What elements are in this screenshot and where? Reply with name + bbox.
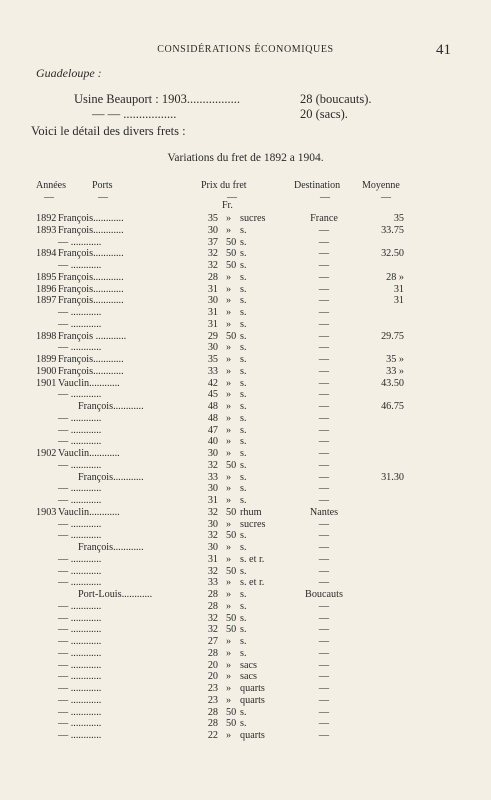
cell-price-fraction: »	[226, 318, 232, 330]
cell-year: 1898	[36, 330, 57, 342]
cell-destination: —	[318, 354, 330, 365]
header-fr: Fr.	[222, 200, 233, 211]
cell-price-fraction: »	[226, 448, 232, 459]
cell-year: 1893	[36, 224, 57, 236]
cell-port: François............	[58, 271, 124, 283]
cell-port: Vauclin............	[58, 377, 120, 389]
cell-price: 45	[207, 389, 218, 401]
cell-price: 32	[207, 612, 218, 624]
cell-unit: s. et r.	[240, 553, 265, 565]
cell-moyenne: 46.75	[381, 401, 404, 412]
header-ports: Ports	[92, 180, 113, 191]
cell-price-fraction: »	[226, 647, 232, 659]
cell-destination: —	[318, 483, 330, 495]
cell-unit: s.	[240, 565, 247, 577]
intro-paragraph: Voici le détail des divers frets :	[31, 124, 186, 138]
cell-price: 30	[207, 518, 218, 530]
cell-port: François ............	[58, 330, 127, 342]
cell-price: 33	[207, 471, 218, 483]
cell-price: 28	[207, 718, 218, 730]
usine-line-left: Usine Beauport : 1903.................	[74, 92, 240, 106]
cell-unit: rhum	[240, 506, 262, 518]
cell-port: François............	[78, 401, 144, 412]
cell-price: 32	[207, 248, 218, 260]
header-prix: Prix du fret	[201, 180, 247, 191]
cell-destination: —	[318, 307, 330, 318]
cell-destination: —	[318, 647, 330, 659]
running-header: CONSIDÉRATIONS ÉCONOMIQUES	[157, 44, 334, 55]
cell-destination: —	[318, 600, 330, 612]
cell-unit: sucres	[240, 518, 266, 530]
cell-unit: quarts	[240, 683, 265, 694]
cell-destination: —	[318, 683, 330, 694]
cell-destination: —	[318, 448, 330, 459]
cell-price: 30	[207, 224, 218, 236]
cell-price-fraction: »	[226, 295, 232, 307]
cell-unit: s.	[240, 589, 247, 600]
cell-destination: —	[318, 530, 330, 542]
cell-price-fraction: 50	[226, 459, 237, 471]
cell-port: Vauclin............	[58, 506, 120, 518]
cell-price: 27	[207, 636, 218, 647]
cell-price: 32	[207, 459, 218, 471]
cell-year: 1899	[36, 354, 57, 365]
cell-port: — ............	[58, 424, 102, 436]
cell-price-fraction: »	[226, 471, 232, 483]
cell-destination: —	[318, 553, 330, 565]
cell-port: François............	[58, 248, 124, 260]
cell-price: 32	[207, 530, 218, 542]
cell-price-fraction: »	[226, 436, 232, 448]
cell-unit: s.	[240, 401, 247, 412]
cell-destination: —	[318, 459, 330, 471]
cell-port: — ............	[58, 671, 102, 683]
cell-destination: —	[318, 424, 330, 436]
cell-price: 30	[207, 295, 218, 307]
cell-price: 32	[207, 260, 218, 271]
cell-year: 1896	[36, 283, 57, 295]
header-dash: —	[381, 192, 391, 203]
cell-year: 1900	[36, 365, 57, 377]
cell-moyenne: 29.75	[381, 330, 404, 342]
cell-destination: —	[318, 365, 330, 377]
cell-price: 37	[207, 236, 218, 248]
cell-destination: —	[318, 718, 330, 730]
cell-unit: s.	[240, 377, 247, 389]
cell-unit: s.	[240, 236, 247, 248]
cell-destination: —	[318, 377, 330, 389]
cell-unit: s.	[240, 483, 247, 495]
cell-port: — ............	[58, 565, 102, 577]
cell-port: François............	[58, 213, 124, 224]
cell-destination: —	[318, 565, 330, 577]
section-label: Guadeloupe :	[36, 66, 102, 80]
cell-price-fraction: »	[226, 600, 232, 612]
cell-price-fraction: »	[226, 307, 232, 318]
cell-moyenne: 32.50	[381, 248, 404, 260]
cell-port: François............	[58, 295, 124, 307]
cell-destination: —	[318, 730, 330, 741]
cell-price-fraction: 50	[226, 248, 237, 260]
cell-destination: Nantes	[309, 506, 339, 518]
cell-port: — ............	[58, 389, 102, 401]
cell-unit: s.	[240, 307, 247, 318]
page-number: 41	[436, 42, 451, 58]
cell-destination: —	[318, 330, 330, 342]
cell-price: 28	[207, 600, 218, 612]
cell-year: 1902	[36, 448, 57, 459]
cell-price-fraction: »	[226, 283, 232, 295]
cell-destination: —	[318, 271, 330, 283]
cell-port: — ............	[58, 483, 102, 495]
cell-price: 32	[207, 565, 218, 577]
cell-unit: s.	[240, 471, 247, 483]
header-dash: —	[320, 192, 330, 203]
table-title: Variations du fret de 1892 a 1904.	[167, 152, 324, 164]
cell-destination: Boucauts	[305, 589, 343, 600]
cell-destination: —	[318, 471, 330, 483]
cell-port: — ............	[58, 624, 102, 636]
cell-port: — ............	[58, 553, 102, 565]
cell-unit: s.	[240, 459, 247, 471]
cell-unit: s.	[240, 342, 247, 354]
cell-port: François............	[58, 283, 124, 295]
cell-price-fraction: 50	[226, 260, 237, 271]
cell-port: — ............	[58, 718, 102, 730]
cell-price-fraction: 50	[226, 330, 237, 342]
cell-price-fraction: »	[226, 365, 232, 377]
cell-destination: —	[318, 612, 330, 624]
cell-destination: —	[318, 224, 330, 236]
cell-destination: —	[318, 260, 330, 271]
cell-price-fraction: »	[226, 424, 232, 436]
cell-price-fraction: »	[226, 412, 232, 424]
cell-price-fraction: »	[226, 389, 232, 401]
cell-price-fraction: »	[226, 224, 232, 236]
cell-port: Vauclin............	[58, 448, 120, 459]
cell-port: — ............	[58, 659, 102, 671]
cell-destination: —	[318, 636, 330, 647]
cell-destination: —	[318, 412, 330, 424]
cell-price-fraction: »	[226, 694, 232, 706]
header-annees: Années	[36, 180, 66, 191]
cell-destination: —	[318, 295, 330, 307]
cell-port: — ............	[58, 260, 102, 271]
cell-unit: s.	[240, 495, 247, 506]
cell-price: 35	[207, 213, 218, 224]
cell-unit: s.	[240, 412, 247, 424]
cell-destination: —	[318, 342, 330, 354]
cell-price-fraction: »	[226, 730, 232, 741]
cell-unit: s.	[240, 436, 247, 448]
cell-port: — ............	[58, 518, 102, 530]
cell-price: 22	[207, 730, 218, 741]
cell-unit: s.	[240, 354, 247, 365]
cell-moyenne: 35	[393, 213, 404, 224]
cell-destination: France	[310, 213, 338, 224]
cell-year: 1895	[36, 271, 57, 283]
cell-destination: —	[318, 706, 330, 718]
cell-unit: s.	[240, 530, 247, 542]
cell-price: 35	[207, 354, 218, 365]
cell-year: 1894	[36, 248, 57, 260]
cell-price: 28	[207, 271, 218, 283]
cell-price: 29	[207, 330, 218, 342]
cell-price-fraction: 50	[226, 706, 237, 718]
cell-port: — ............	[58, 577, 102, 589]
cell-port: — ............	[58, 730, 102, 741]
cell-unit: s.	[240, 424, 247, 436]
cell-destination: —	[318, 518, 330, 530]
cell-destination: —	[318, 659, 330, 671]
cell-price: 32	[207, 506, 218, 518]
cell-destination: —	[318, 542, 330, 553]
cell-price: 31	[207, 283, 218, 295]
cell-unit: sucres	[240, 213, 266, 224]
cell-destination: —	[318, 624, 330, 636]
header-dash: —	[44, 192, 54, 203]
cell-unit: s.	[240, 295, 247, 307]
cell-destination: —	[318, 389, 330, 401]
cell-price: 31	[207, 318, 218, 330]
cell-moyenne: 33 »	[386, 365, 404, 377]
cell-port: — ............	[58, 636, 102, 647]
cell-port: — ............	[58, 318, 102, 330]
cell-destination: —	[318, 283, 330, 295]
header-moyenne: Moyenne	[362, 180, 400, 191]
cell-moyenne: 43.50	[381, 377, 404, 389]
cell-unit: s.	[240, 330, 247, 342]
cell-price-fraction: »	[226, 483, 232, 495]
header-destination: Destination	[294, 180, 341, 191]
cell-price: 32	[207, 624, 218, 636]
cell-unit: s.	[240, 283, 247, 295]
cell-year: 1892	[36, 213, 57, 224]
cell-unit: s.	[240, 389, 247, 401]
cell-moyenne: 33.75	[381, 224, 404, 236]
cell-price: 33	[207, 577, 218, 589]
cell-price: 20	[207, 671, 218, 683]
cell-price: 48	[207, 401, 218, 412]
cell-port: — ............	[58, 436, 102, 448]
cell-price-fraction: »	[226, 553, 232, 565]
cell-price: 31	[207, 495, 218, 506]
cell-unit: s.	[240, 248, 247, 260]
cell-port: — ............	[58, 647, 102, 659]
usine-line-right: 20 (sacs).	[300, 107, 348, 121]
cell-price: 31	[207, 553, 218, 565]
cell-price-fraction: 50	[226, 612, 237, 624]
cell-price: 40	[207, 436, 218, 448]
cell-price-fraction: »	[226, 542, 232, 553]
cell-unit: s.	[240, 647, 247, 659]
cell-price: 31	[207, 307, 218, 318]
cell-port: — ............	[58, 706, 102, 718]
cell-moyenne: 31	[393, 295, 404, 307]
usine-line-right: 28 (boucauts).	[300, 92, 372, 106]
cell-price-fraction: »	[226, 589, 232, 600]
header-dash: —	[98, 192, 108, 203]
cell-price: 47	[207, 424, 218, 436]
cell-price-fraction: 50	[226, 236, 237, 248]
cell-price-fraction: »	[226, 213, 232, 224]
cell-price: 48	[207, 412, 218, 424]
cell-port: — ............	[58, 236, 102, 248]
cell-price: 23	[207, 694, 218, 706]
cell-price-fraction: »	[226, 659, 232, 671]
cell-price: 23	[207, 683, 218, 694]
cell-port: — ............	[58, 307, 102, 318]
cell-year: 1901	[36, 377, 57, 389]
cell-port: — ............	[58, 530, 102, 542]
cell-port: François............	[58, 224, 124, 236]
cell-price-fraction: »	[226, 377, 232, 389]
cell-port: — ............	[58, 495, 102, 506]
cell-destination: —	[318, 401, 330, 412]
cell-port: — ............	[58, 459, 102, 471]
cell-unit: s.	[240, 612, 247, 624]
cell-unit: s.	[240, 260, 247, 271]
cell-unit: s.	[240, 318, 247, 330]
cell-port: — ............	[58, 600, 102, 612]
cell-price-fraction: »	[226, 401, 232, 412]
cell-price: 30	[207, 448, 218, 459]
cell-unit: s.	[240, 636, 247, 647]
cell-price: 28	[207, 647, 218, 659]
cell-port: — ............	[58, 412, 102, 424]
cell-unit: quarts	[240, 694, 265, 706]
cell-unit: s.	[240, 718, 247, 730]
cell-price: 33	[207, 365, 218, 377]
cell-price-fraction: 50	[226, 718, 237, 730]
cell-year: 1903	[36, 506, 57, 518]
cell-destination: —	[318, 495, 330, 506]
cell-price-fraction: »	[226, 671, 232, 683]
cell-price-fraction: »	[226, 271, 232, 283]
cell-port: — ............	[58, 694, 102, 706]
cell-port: François............	[58, 354, 124, 365]
header-dash: —	[227, 192, 237, 203]
cell-unit: s.	[240, 365, 247, 377]
cell-destination: —	[318, 236, 330, 248]
cell-unit: sacs	[240, 659, 257, 671]
cell-price-fraction: »	[226, 342, 232, 354]
cell-port: François............	[78, 471, 144, 483]
cell-price-fraction: »	[226, 577, 232, 589]
cell-port: François............	[58, 365, 124, 377]
cell-price: 30	[207, 342, 218, 354]
cell-moyenne: 31	[393, 283, 404, 295]
cell-port: — ............	[58, 683, 102, 694]
cell-price-fraction: »	[226, 354, 232, 365]
cell-price-fraction: »	[226, 683, 232, 694]
cell-port: — ............	[58, 612, 102, 624]
cell-port: François............	[78, 542, 144, 553]
cell-port: Port-Louis............	[78, 589, 153, 600]
cell-price-fraction: »	[226, 495, 232, 506]
cell-price-fraction: 50	[226, 506, 237, 518]
cell-destination: —	[318, 671, 330, 683]
cell-unit: s.	[240, 224, 247, 236]
cell-moyenne: 31.30	[381, 471, 404, 483]
cell-unit: s. et r.	[240, 577, 265, 589]
cell-price-fraction: »	[226, 518, 232, 530]
cell-unit: s.	[240, 448, 247, 459]
cell-destination: —	[318, 318, 330, 330]
cell-moyenne: 35 »	[386, 354, 404, 365]
cell-unit: quarts	[240, 730, 265, 741]
cell-moyenne: 28 »	[386, 271, 404, 283]
cell-unit: s.	[240, 624, 247, 636]
cell-destination: —	[318, 436, 330, 448]
cell-unit: sacs	[240, 671, 257, 683]
cell-price: 28	[207, 589, 218, 600]
cell-destination: —	[318, 694, 330, 706]
cell-price-fraction: 50	[226, 565, 237, 577]
cell-price: 42	[207, 377, 218, 389]
cell-destination: —	[318, 248, 330, 260]
cell-port: — ............	[58, 342, 102, 354]
cell-price: 20	[207, 659, 218, 671]
cell-price: 30	[207, 483, 218, 495]
cell-unit: s.	[240, 542, 247, 553]
usine-line-left: — — .................	[92, 107, 177, 121]
cell-unit: s.	[240, 706, 247, 718]
cell-unit: s.	[240, 271, 247, 283]
cell-year: 1897	[36, 295, 57, 307]
cell-price-fraction: 50	[226, 624, 237, 636]
cell-destination: —	[318, 577, 330, 589]
cell-price: 28	[207, 706, 218, 718]
cell-unit: s.	[240, 600, 247, 612]
cell-price: 30	[207, 542, 218, 553]
cell-price-fraction: »	[226, 636, 232, 647]
cell-price-fraction: 50	[226, 530, 237, 542]
